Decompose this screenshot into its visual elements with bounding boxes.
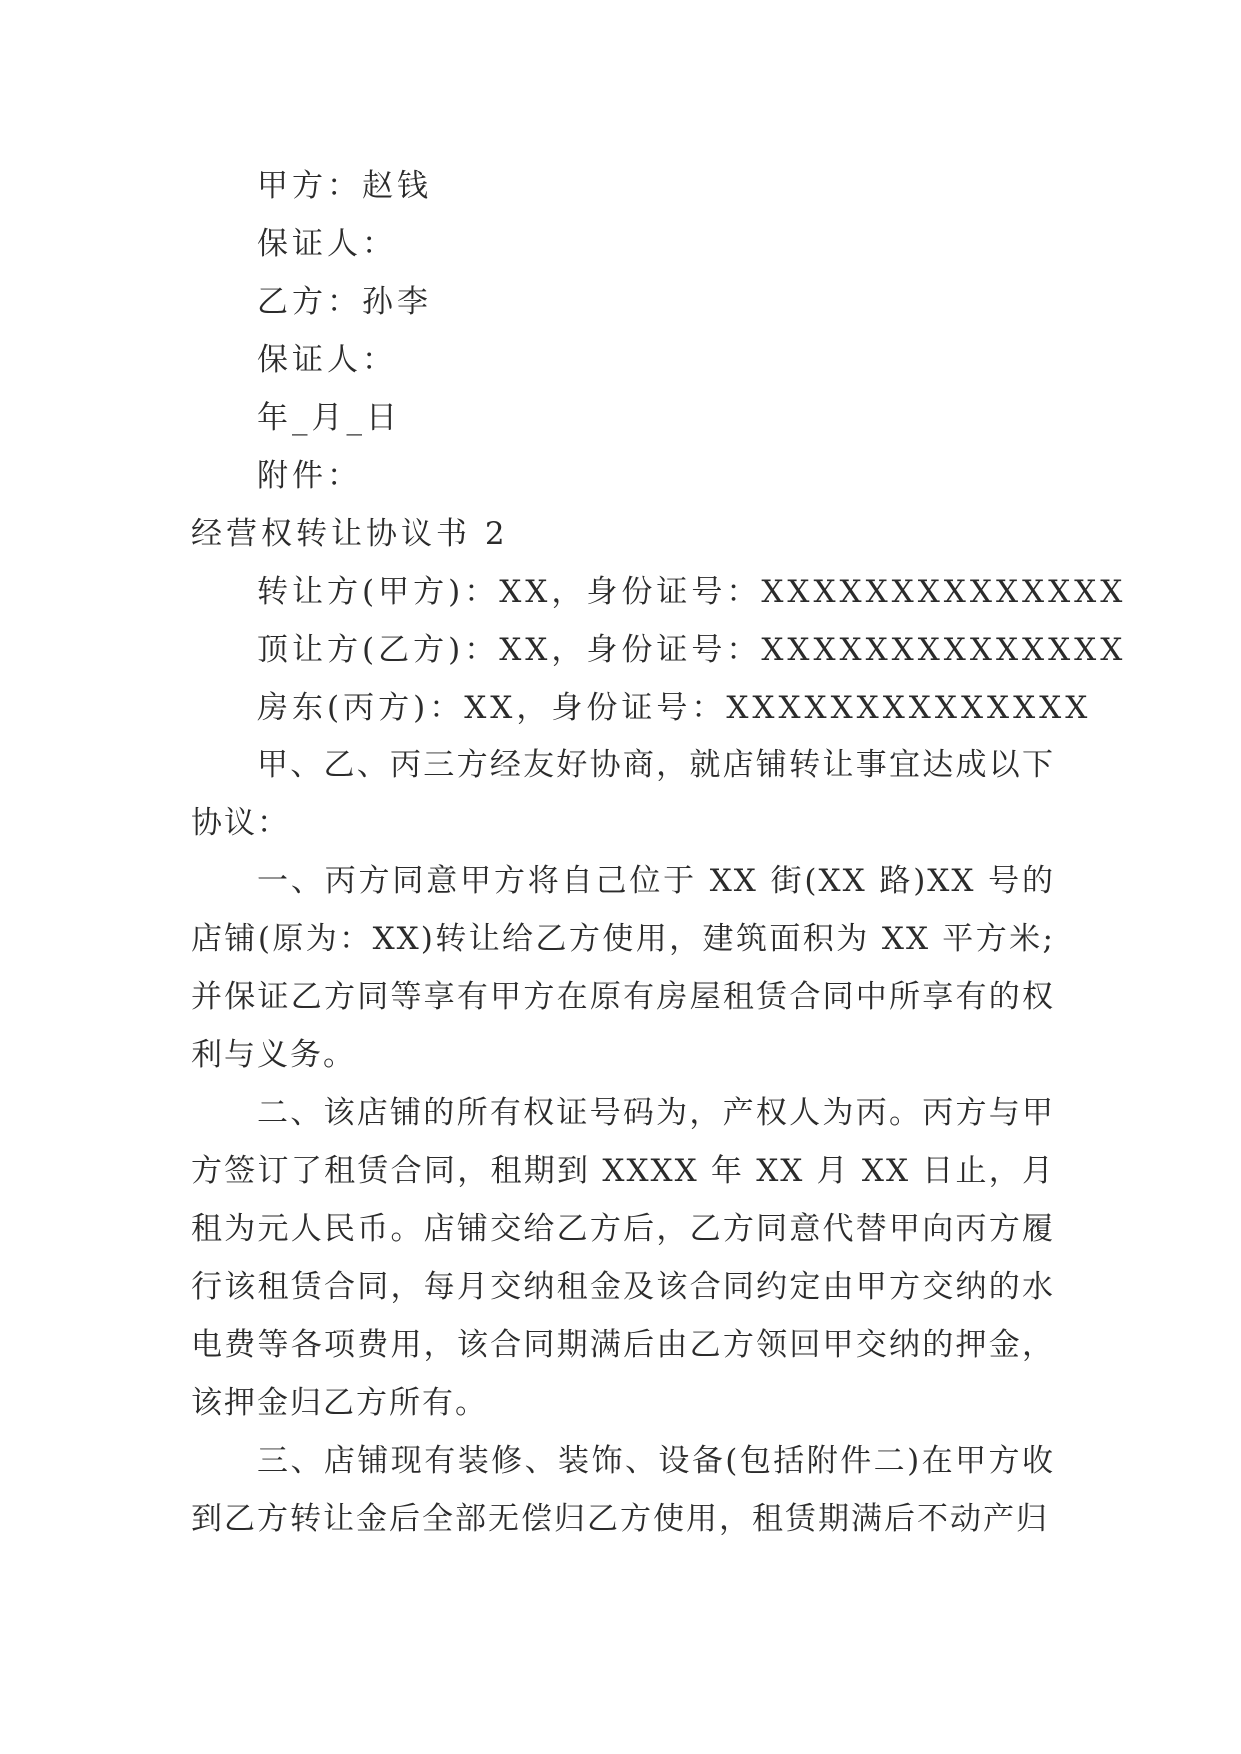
party-landlord: 房东(丙方)：XX，身份证号：XXXXXXXXXXXXXX: [257, 690, 1092, 726]
document-title: 经营权转让协议书 2: [191, 516, 509, 552]
party-a-signature: 甲方：赵钱: [257, 168, 432, 204]
clause-1-paragraph: 一、丙方同意甲方将自己位于 XX 街(XX 路)XX 号的店铺(原为：XX)转让给乙方使用，建筑面积为 XX 平方米;并保证乙方同等享有甲方在原有房屋租赁合同中所享有的权利与义务。: [191, 863, 1055, 1073]
attachment-label: 附件：: [257, 458, 362, 494]
guarantor-b-signature: 保证人：: [257, 342, 397, 378]
guarantor-a-signature: 保证人：: [257, 226, 397, 262]
clause-3-paragraph: 三、店铺现有装修、装饰、设备(包括附件二)在甲方收到乙方转让金后全部无偿归乙方使用，租赁期满后不动产归: [191, 1443, 1055, 1537]
party-transferee: 顶让方(乙方)：XX，身份证号：XXXXXXXXXXXXXX: [257, 632, 1127, 668]
signing-date: 年_月_日: [257, 400, 401, 436]
clause-2-paragraph: 二、该店铺的所有权证号码为，产权人为丙。丙方与甲方签订了租赁合同，租期到 XXXX 年 XX 月 XX 日止，月租为元人民币。店铺交给乙方后，乙方同意代替甲向丙方履行该租赁合同，每月交纳租金及该合同约定由甲方交纳的水电费等各项费用，该合同期满后由乙方领回甲交纳的押金，该押金归乙方所有。: [191, 1095, 1055, 1421]
party-b-signature: 乙方：孙李: [257, 284, 432, 320]
intro-paragraph: 甲、乙、丙三方经友好协商，就店铺转让事宜达成以下协议：: [191, 747, 1055, 841]
party-transferor: 转让方(甲方)：XX，身份证号：XXXXXXXXXXXXXX: [257, 574, 1127, 610]
